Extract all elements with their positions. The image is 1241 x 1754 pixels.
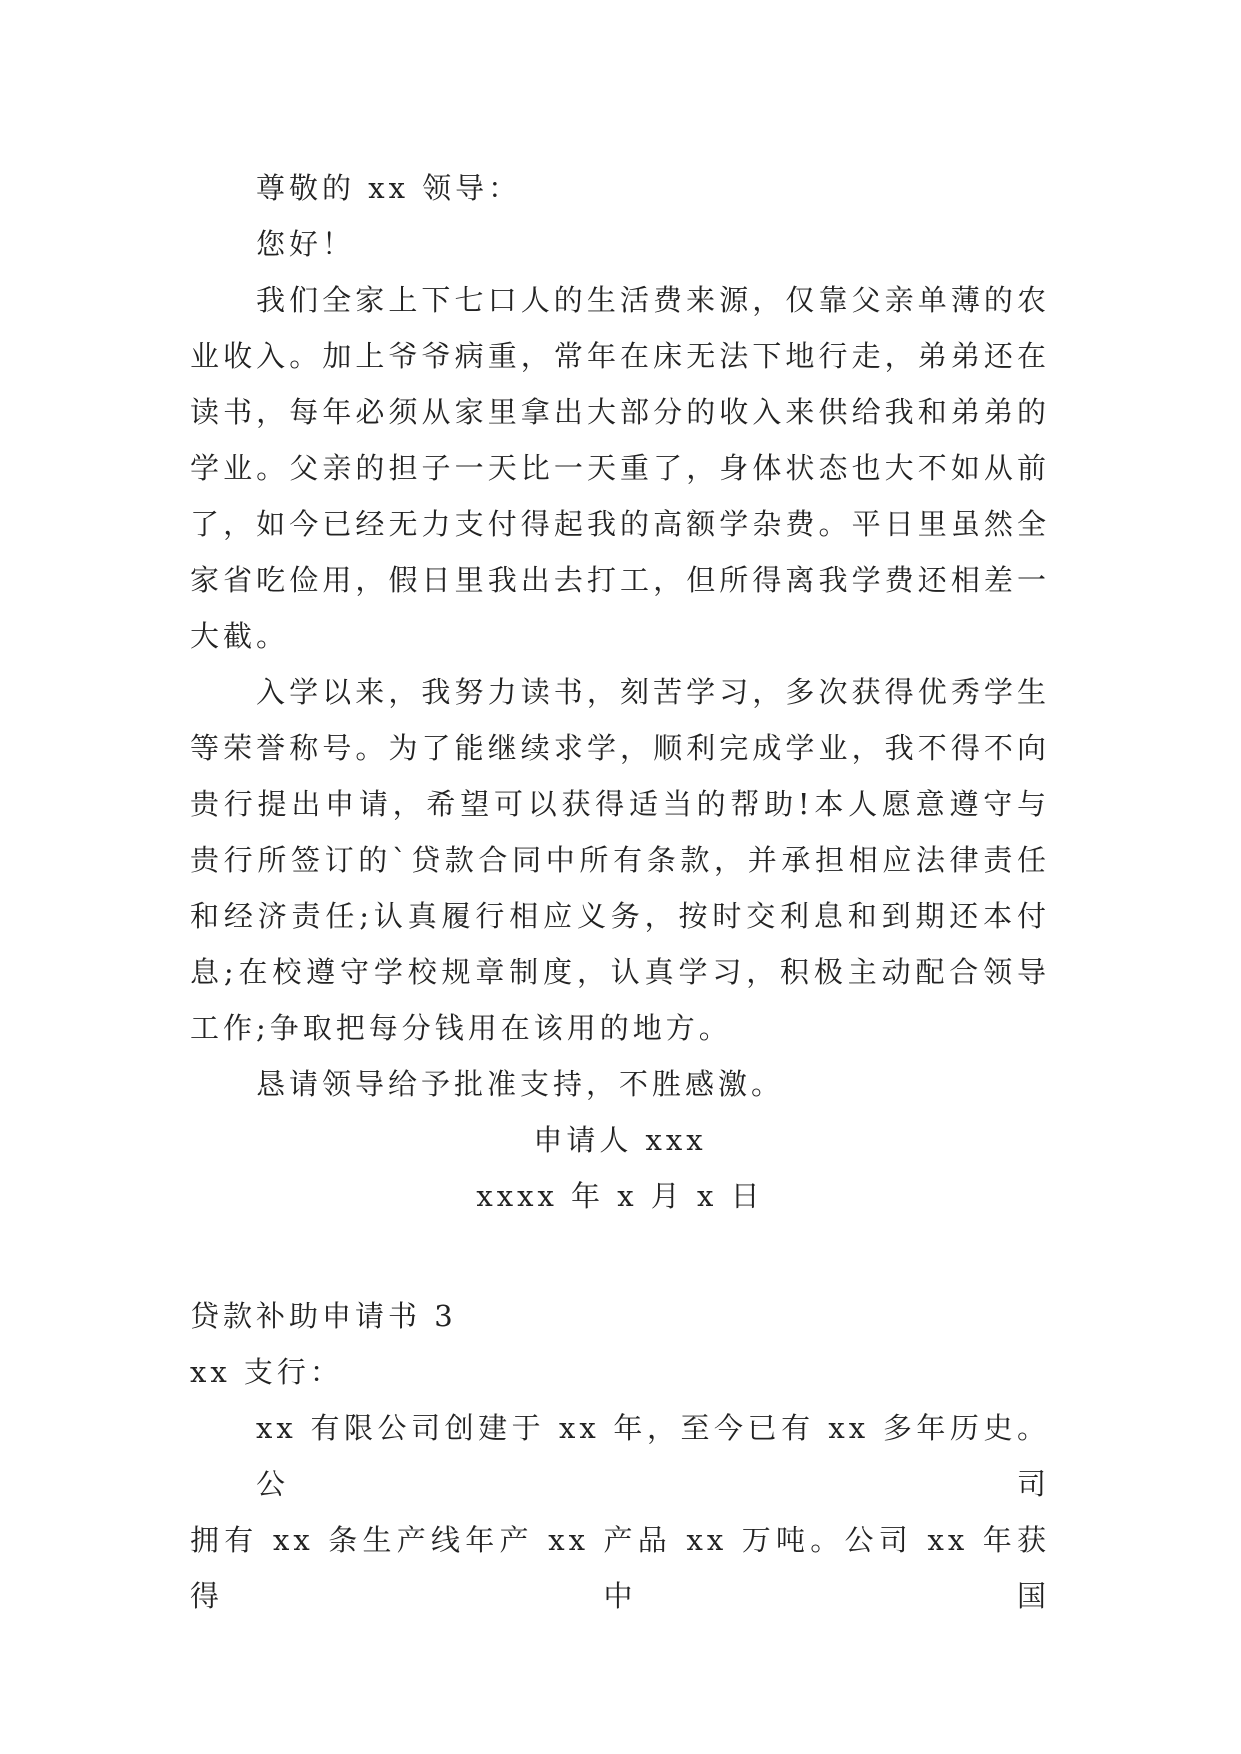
paragraph-company-intro [190,1400,1050,1624]
text-line: 大截。 [190,619,290,653]
text-line: 了，如今已经无力支付得起我的高额学杂费。平日里虽然全 [190,507,1050,541]
section-title: 贷款补助申请书 3 [190,1299,457,1333]
text-line: 读书，每年必须从家里拿出大部分的收入来供给我和弟弟的 [190,395,1050,429]
addressee-line: xx 支行： [190,1355,343,1389]
text-line: 学业。父亲的担子一天比一天重了，身体状态也大不如从前 [190,451,1050,485]
text-line: 和经济责任;认真履行相应义务，按时交利息和到期还本付 [190,899,1050,933]
text-line: 贵行提出申请，希望可以获得适当的帮助!本人愿意遵守与 [190,787,1050,821]
text-line: 拥有 xx 条生产线年产 xx 产品 xx 万吨。公司 xx 年获得中国 [190,1523,1050,1613]
paragraph-family-situation [190,272,1050,664]
paragraph-commitment [190,664,1050,1056]
text-line: 贵行所签订的`贷款合同中所有条款，并承担相应法律责任 [190,843,1050,877]
date-line: xxxx 年 x 月 x 日 [476,1179,764,1213]
document-body [190,160,1050,1624]
text-line: xx 有限公司创建于 xx 年，至今已有 xx 多年历史。公司 [256,1411,1050,1501]
text-line: 等荣誉称号。为了能继续求学，顺利完成学业，我不得不向 [190,731,1050,765]
signature-line: 申请人 xxx [533,1123,707,1157]
section-gap [190,1224,1050,1288]
text-line: 我们全家上下七口人的生活费来源，仅靠父亲单薄的农 [256,283,1050,317]
text-line: 业收入。加上爷爷病重，常年在床无法下地行走，弟弟还在 [190,339,1050,373]
salutation: 尊敬的 xx 领导： [256,171,522,205]
text-line: 入学以来，我努力读书，刻苦学习，多次获得优秀学生 [256,675,1050,709]
greeting: 您好！ [256,227,356,261]
text-line: 工作;争取把每分钱用在该用的地方。 [190,1011,732,1045]
text-line: 息;在校遵守学校规章制度，认真学习，积极主动配合领导 [190,955,1050,989]
text-line: 家省吃俭用，假日里我出去打工，但所得离我学费还相差一 [190,563,1050,597]
closing-line: 恳请领导给予批准支持，不胜感激。 [256,1067,785,1101]
